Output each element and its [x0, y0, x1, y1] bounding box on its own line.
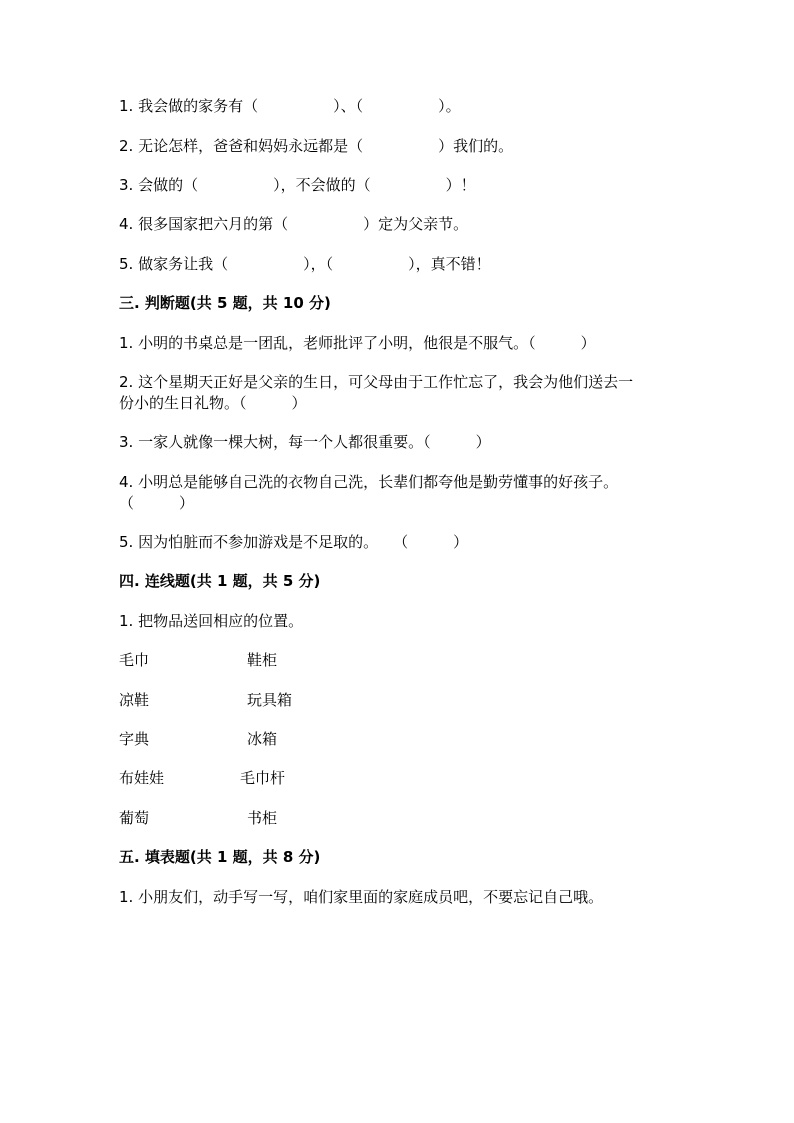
judge-question-2-line-1: 2. 这个星期天正好是父亲的生日，可父母由于工作忙忘了，我会为他们送去一 — [119, 373, 634, 391]
match-right-item: 书柜 — [247, 809, 278, 827]
match-left-item: 布娃娃 — [119, 769, 165, 787]
fill-question-2: 2. 无论怎样，爸爸和妈妈永远都是（ ）我们的。 — [119, 137, 514, 155]
section-heading-match: 四. 连线题(共 1 题，共 5 分) — [119, 572, 321, 590]
match-right-item: 玩具箱 — [247, 691, 293, 709]
match-right-item: 鞋柜 — [247, 651, 278, 669]
judge-question-4-line-2: （ ） — [119, 494, 195, 512]
judge-question-4-line-1: 4. 小明总是能够自己洗的衣物自己洗，长辈们都夸他是勤劳懂事的好孩子。 — [119, 473, 619, 491]
match-right-item: 毛巾杆 — [240, 769, 286, 787]
match-left-item: 毛巾 — [119, 651, 150, 669]
judge-question-5: 5. 因为怕脏而不参加游戏是不足取的。 （ ） — [119, 533, 469, 551]
match-left-item: 葡萄 — [119, 809, 150, 827]
match-left-item: 字典 — [119, 730, 150, 748]
table-question-1: 1. 小朋友们，动手写一写，咱们家里面的家庭成员吧，不要忘记自己哦。 — [119, 888, 604, 906]
fill-question-5: 5. 做家务让我（ ），（ ），真不错！ — [119, 255, 491, 273]
section-heading-table: 五. 填表题(共 1 题，共 8 分) — [119, 848, 321, 866]
judge-question-1: 1. 小明的书桌总是一团乱，老师批评了小明，他很是不服气。（ ） — [119, 334, 596, 352]
match-right-item: 冰箱 — [247, 730, 278, 748]
section-heading-judge: 三. 判断题(共 5 题，共 10 分) — [119, 294, 331, 312]
match-question-1: 1. 把物品送回相应的位置。 — [119, 612, 304, 630]
judge-question-2-line-2: 份小的生日礼物。（ ） — [119, 394, 307, 412]
fill-question-4: 4. 很多国家把六月的第（ ）定为父亲节。 — [119, 215, 469, 233]
judge-question-3: 3. 一家人就像一棵大树，每一个人都很重要。（ ） — [119, 433, 491, 451]
fill-question-1: 1. 我会做的家务有（ ）、（ ）。 — [119, 97, 461, 115]
fill-question-3: 3. 会做的（ ），不会做的（ ）！ — [119, 176, 476, 194]
match-left-item: 凉鞋 — [119, 691, 150, 709]
